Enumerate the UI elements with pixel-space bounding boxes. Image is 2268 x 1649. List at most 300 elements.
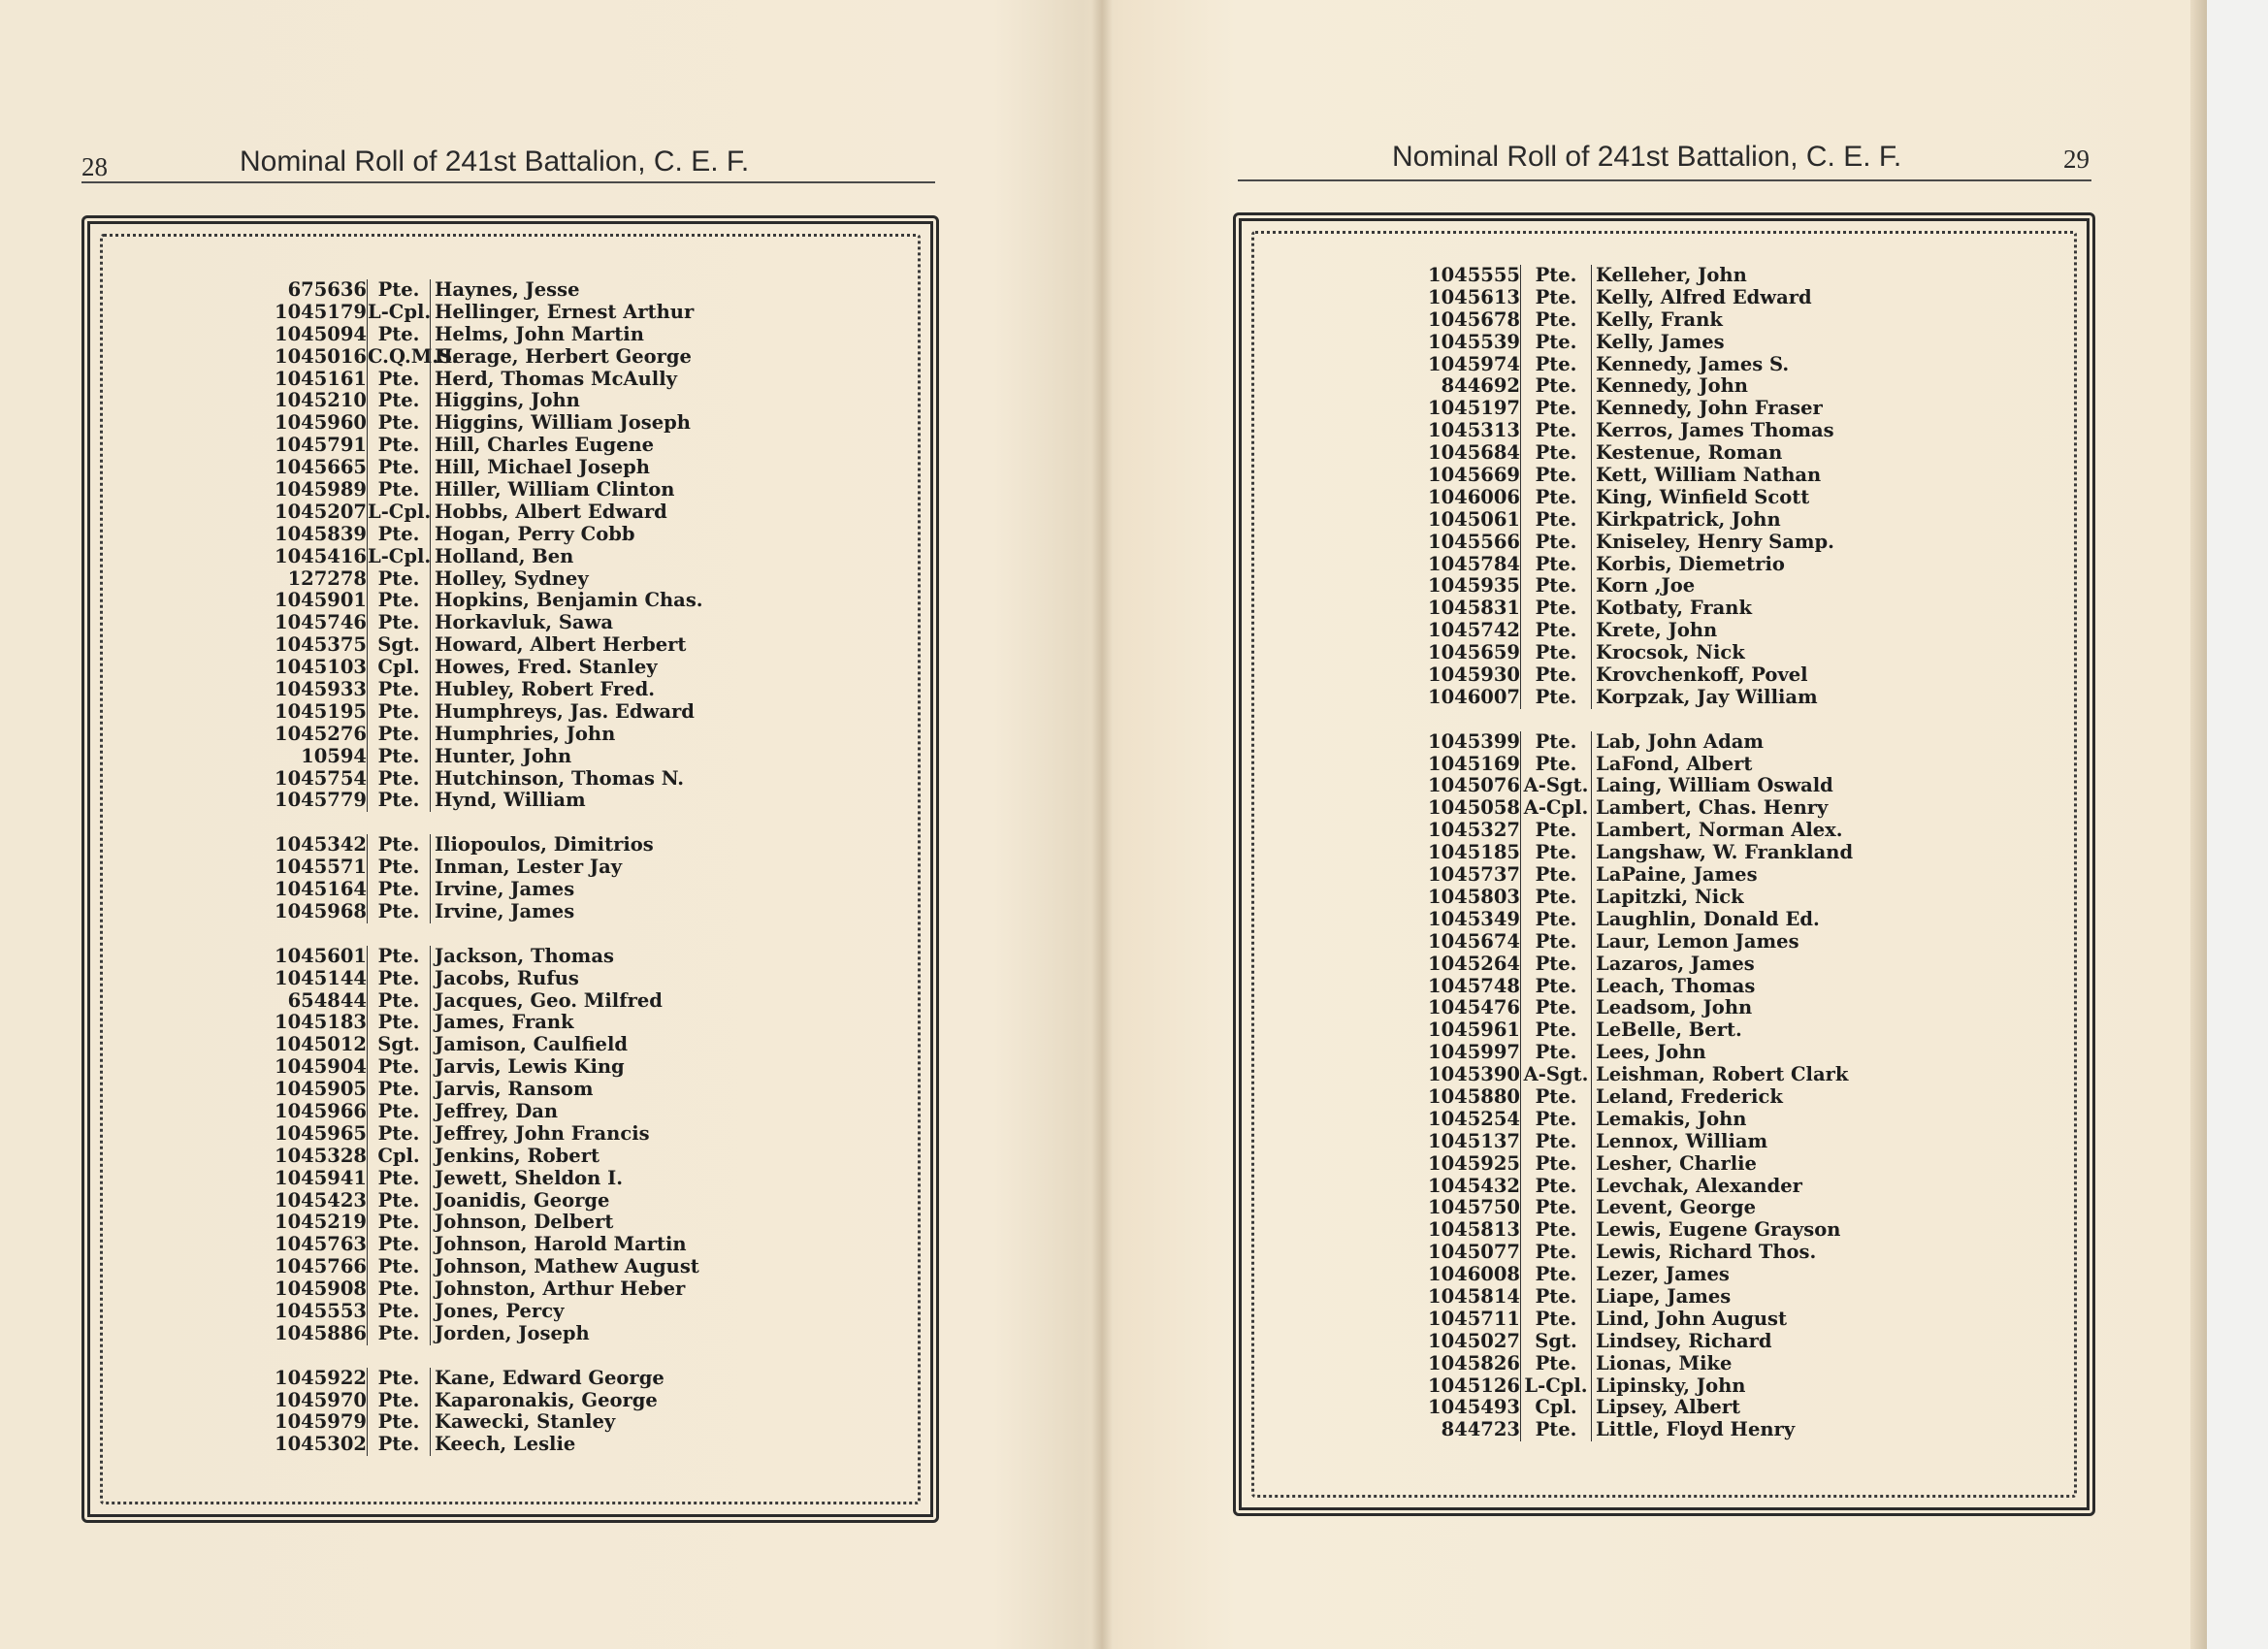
regimental-number: 1045126 — [1428, 1374, 1520, 1397]
rank: Pte. — [1520, 909, 1591, 931]
rank: L-Cpl. — [368, 544, 432, 567]
roll-entry — [1315, 1219, 1853, 1242]
rank: Pte. — [1520, 1264, 1591, 1286]
soldier-name: Lezer, James — [1591, 1264, 1730, 1286]
regimental-number: 1045183 — [275, 1011, 367, 1034]
regimental-number: 1045813 — [1428, 1218, 1520, 1242]
regimental-number: 844692 — [1441, 374, 1520, 398]
rank: Pte. — [1520, 487, 1591, 509]
soldier-name: James, Frank — [430, 1012, 574, 1034]
roll-entry — [1315, 420, 1853, 442]
soldier-name: Krete, John — [1591, 620, 1717, 642]
regimental-number: 1045077 — [1428, 1241, 1520, 1264]
roll-entry — [1315, 532, 1853, 554]
roll-entry — [1315, 797, 1853, 820]
regimental-number: 675636 — [287, 278, 367, 301]
roll-entry — [173, 1234, 703, 1256]
rank: Pte. — [367, 1301, 430, 1323]
rank: Pte. — [1520, 687, 1591, 709]
soldier-name: Lewis, Eugene Grayson — [1591, 1219, 1840, 1242]
regimental-number: 1045555 — [1428, 264, 1520, 286]
regimental-number: 1045571 — [275, 856, 367, 879]
regimental-number: 1045930 — [1428, 663, 1520, 687]
regimental-number: 1045831 — [1428, 597, 1520, 620]
soldier-name: Howard, Albert Herbert — [430, 634, 686, 657]
rank: Pte. — [1520, 1242, 1591, 1264]
regimental-number: 1045941 — [275, 1166, 367, 1189]
rank: Pte. — [367, 746, 430, 768]
soldier-name: Lewis, Richard Thos. — [1591, 1242, 1816, 1264]
regimental-number: 1045814 — [1428, 1284, 1520, 1308]
soldier-name: Higgins, William Joseph — [430, 412, 691, 435]
roll-entry — [173, 1411, 703, 1434]
soldier-name: Hill, Charles Eugene — [430, 435, 654, 457]
background-surface — [2207, 0, 2268, 1649]
roll-entry — [173, 1101, 703, 1123]
regimental-number: 1045880 — [1428, 1084, 1520, 1108]
rank: Pte. — [367, 1434, 430, 1456]
rank: Pte. — [1520, 532, 1591, 554]
book-gutter — [1091, 0, 1113, 1649]
rank: Pte. — [367, 1056, 430, 1079]
rank: Cpl. — [1520, 1397, 1591, 1419]
rank: Cpl. — [367, 657, 430, 679]
soldier-name: Howes, Fred. Stanley — [430, 657, 658, 679]
rank: Pte. — [367, 834, 430, 857]
roll-entry — [173, 679, 703, 701]
rank: Pte. — [1520, 954, 1591, 976]
roll-entry — [1315, 620, 1853, 642]
rank: Pte. — [367, 524, 430, 546]
rank: Pte. — [367, 1368, 430, 1390]
rank: Pte. — [1520, 1109, 1591, 1131]
soldier-name: LaFond, Albert — [1591, 754, 1752, 776]
rank: Pte. — [367, 1278, 430, 1301]
roll-entry — [1315, 1397, 1853, 1419]
regimental-number: 1045961 — [1428, 1018, 1520, 1042]
soldier-name: Herage, Herbert George — [430, 346, 692, 369]
soldier-name: Irvine, James — [430, 879, 574, 901]
roll-entry — [173, 657, 703, 679]
roll-entry — [1315, 1131, 1853, 1153]
rank: Pte. — [1520, 642, 1591, 664]
roll-entry — [1315, 997, 1853, 1019]
regimental-number: 1045925 — [1428, 1151, 1520, 1175]
rank: Pte. — [367, 1190, 430, 1212]
regimental-number: 1046008 — [1428, 1263, 1520, 1286]
regimental-number: 844723 — [1441, 1418, 1520, 1441]
soldier-name: Helms, John Martin — [430, 324, 644, 346]
regimental-number: 1045904 — [275, 1055, 367, 1079]
roll-entry — [1315, 864, 1853, 887]
rank: Pte. — [1520, 332, 1591, 354]
roll-entry — [1315, 1331, 1853, 1353]
rank: Pte. — [367, 369, 430, 391]
soldier-name: Johnson, Harold Martin — [430, 1234, 687, 1256]
regimental-number: 1046007 — [1428, 685, 1520, 708]
regimental-number: 1045539 — [1428, 330, 1520, 353]
rank: Pte. — [1520, 442, 1591, 465]
soldier-name: Humphries, John — [430, 724, 615, 746]
soldier-name: Laughlin, Donald Ed. — [1591, 909, 1820, 931]
soldier-name: Hellinger, Ernest Arthur — [430, 302, 694, 324]
rank: Pte. — [367, 390, 430, 412]
roll-entry — [173, 457, 703, 479]
rank: Pte. — [367, 1168, 430, 1190]
roll-entry — [173, 901, 703, 923]
rank: Pte. — [1520, 265, 1591, 287]
rank: Pte. — [367, 324, 430, 346]
roll-entry — [173, 1301, 703, 1323]
soldier-name: Laur, Lemon James — [1591, 931, 1799, 954]
regimental-number: 1045061 — [1428, 507, 1520, 531]
soldier-name: Krovchenkoff, Povel — [1591, 664, 1808, 687]
rank: Pte. — [1520, 287, 1591, 309]
rank: Pte. — [367, 901, 430, 923]
soldier-name: Keech, Leslie — [430, 1434, 575, 1456]
rank: Sgt. — [1520, 1331, 1591, 1353]
rank: Pte. — [1520, 887, 1591, 909]
regimental-number: 1045161 — [275, 367, 367, 390]
rank: Pte. — [367, 279, 430, 302]
rank: Pte. — [1520, 1086, 1591, 1109]
rank: Pte. — [367, 990, 430, 1013]
roll-entry — [1315, 1264, 1853, 1286]
soldier-name: Lionas, Mike — [1591, 1353, 1732, 1375]
regimental-number: 1045137 — [1428, 1129, 1520, 1152]
regimental-number: 1045012 — [275, 1033, 367, 1056]
soldier-name: Lipinsky, John — [1591, 1375, 1745, 1398]
soldier-name: Haynes, Jesse — [430, 279, 580, 302]
roll-entry — [1315, 1153, 1853, 1176]
regimental-number: 1045103 — [275, 656, 367, 679]
rank: A-Sgt. — [1520, 1064, 1591, 1086]
rank: Pte. — [367, 479, 430, 501]
rank: Pte. — [1520, 575, 1591, 598]
roll-entry — [1315, 1064, 1853, 1086]
rank: Pte. — [1520, 864, 1591, 887]
roll-entry — [173, 968, 703, 990]
roll-entry — [1315, 642, 1853, 664]
roll-entry — [173, 746, 703, 768]
roll-entry — [1315, 287, 1853, 309]
rank: Pte. — [367, 612, 430, 634]
roll-entry — [173, 1323, 703, 1345]
roll-entry — [173, 768, 703, 791]
rank: Pte. — [367, 1101, 430, 1123]
rank: Pte. — [1520, 1042, 1591, 1064]
roll-entry — [1315, 309, 1853, 332]
roll-entry — [1315, 1286, 1853, 1309]
roll-entry — [1315, 731, 1853, 754]
page-number: 28 — [81, 152, 108, 181]
page-number: 29 — [2063, 145, 2090, 174]
roll-entry — [173, 1256, 703, 1278]
soldier-name: Kawecki, Stanley — [430, 1411, 615, 1434]
soldier-name: Johnson, Mathew August — [430, 1256, 699, 1278]
regimental-number: 1045553 — [275, 1299, 367, 1322]
rank: Sgt. — [367, 1034, 430, 1056]
regimental-number: 1045076 — [1428, 774, 1520, 797]
soldier-name: Kennedy, John — [1591, 375, 1748, 398]
roll-entry — [1315, 575, 1853, 598]
regimental-number: 1045711 — [1428, 1307, 1520, 1330]
soldier-name: Hubley, Robert Fred. — [430, 679, 655, 701]
regimental-number: 1045669 — [1428, 464, 1520, 487]
regimental-number: 1045748 — [1428, 974, 1520, 997]
rank: Pte. — [1520, 620, 1591, 642]
roll-entry — [1315, 887, 1853, 909]
roll-entry — [1315, 1086, 1853, 1109]
soldier-name: Jones, Percy — [430, 1301, 564, 1323]
rank: Pte. — [1520, 1197, 1591, 1219]
soldier-name: Jorden, Joseph — [430, 1323, 590, 1345]
rank: Sgt. — [367, 634, 430, 657]
rank: A-Cpl. — [1520, 797, 1591, 820]
rank: Pte. — [367, 1234, 430, 1256]
rank: Pte. — [1520, 1019, 1591, 1042]
soldier-name: Kane, Edward George — [430, 1368, 664, 1390]
regimental-number: 1045678 — [1428, 307, 1520, 331]
soldier-name: Lambert, Norman Alex. — [1591, 820, 1843, 842]
soldier-name: Johnson, Delbert — [430, 1212, 613, 1234]
rank: Pte. — [367, 1079, 430, 1101]
regimental-number: 1045027 — [1428, 1329, 1520, 1352]
soldier-name: Jewett, Sheldon I. — [430, 1168, 623, 1190]
roll-entry — [173, 412, 703, 435]
soldier-name: Horkavluk, Sawa — [430, 612, 613, 634]
group-spacer — [173, 923, 703, 946]
rank: L-Cpl. — [1520, 1375, 1591, 1398]
soldier-name: Kelly, Alfred Edward — [1591, 287, 1812, 309]
roll-entry — [173, 369, 703, 391]
roll-entry — [173, 346, 703, 369]
rank: Pte. — [1520, 1353, 1591, 1375]
nominal-roll-list — [1315, 265, 1853, 1441]
regimental-number: 1045737 — [1428, 863, 1520, 887]
roll-entry — [1315, 1242, 1853, 1264]
rank: Pte. — [1520, 731, 1591, 754]
soldier-name: Kerros, James Thomas — [1591, 420, 1834, 442]
regimental-number: 1045390 — [1428, 1063, 1520, 1086]
rank: Pte. — [1520, 664, 1591, 687]
roll-entry — [1315, 754, 1853, 776]
soldier-name: Leland, Frederick — [1591, 1086, 1783, 1109]
soldier-name: Holley, Sydney — [430, 568, 589, 591]
regimental-number: 1045960 — [275, 411, 367, 435]
regimental-number: 127278 — [287, 566, 367, 590]
rank: Pte. — [367, 457, 430, 479]
roll-entry — [173, 390, 703, 412]
soldier-name: Kaparonakis, George — [430, 1390, 658, 1412]
roll-entry — [1315, 1019, 1853, 1042]
regimental-number: 1045791 — [275, 434, 367, 457]
roll-entry — [1315, 954, 1853, 976]
soldier-name: Korbis, Diemetrio — [1591, 554, 1785, 576]
regimental-number: 1045754 — [275, 766, 367, 790]
group-spacer — [1315, 709, 1853, 731]
roll-entry — [173, 990, 703, 1013]
page-edge — [2190, 0, 2207, 1649]
regimental-number: 1045997 — [1428, 1041, 1520, 1064]
regimental-number: 1045803 — [1428, 885, 1520, 908]
regimental-number: 1045432 — [1428, 1174, 1520, 1197]
soldier-name: Johnston, Arthur Heber — [430, 1278, 685, 1301]
roll-entry — [173, 1056, 703, 1079]
soldier-name: Jacobs, Rufus — [430, 968, 579, 990]
roll-entry — [1315, 931, 1853, 954]
rank: Pte. — [367, 946, 430, 968]
rank: Pte. — [367, 1411, 430, 1434]
soldier-name: Hill, Michael Joseph — [430, 457, 650, 479]
roll-entry — [1315, 509, 1853, 532]
regimental-number: 1045886 — [275, 1321, 367, 1344]
regimental-number: 1045742 — [1428, 619, 1520, 642]
roll-entry — [1315, 687, 1853, 709]
roll-entry — [1315, 1353, 1853, 1375]
roll-entry — [173, 1168, 703, 1190]
regimental-number: 1045901 — [275, 589, 367, 612]
regimental-number: 1045566 — [1428, 530, 1520, 553]
soldier-name: Lesher, Charlie — [1591, 1153, 1757, 1176]
rank: Pte. — [1520, 598, 1591, 620]
roll-entry — [1315, 1042, 1853, 1064]
soldier-name: Lindsey, Richard — [1591, 1331, 1772, 1353]
roll-entry — [173, 590, 703, 612]
regimental-number: 1045210 — [275, 389, 367, 412]
regimental-number: 1045493 — [1428, 1396, 1520, 1419]
roll-entry — [1315, 354, 1853, 376]
regimental-number: 1045766 — [275, 1255, 367, 1278]
roll-entry — [1315, 398, 1853, 420]
rank: Pte. — [1520, 1153, 1591, 1176]
regimental-number: 1045219 — [275, 1211, 367, 1234]
soldier-name: Levent, George — [1591, 1197, 1756, 1219]
soldier-name: Kett, William Nathan — [1591, 465, 1821, 487]
rank: Pte. — [1520, 354, 1591, 376]
regimental-number: 1045933 — [275, 678, 367, 701]
roll-entry — [173, 1079, 703, 1101]
regimental-number: 1045601 — [275, 944, 367, 967]
roll-entry — [1315, 554, 1853, 576]
group-spacer — [173, 1345, 703, 1368]
soldier-name: Joanidis, George — [430, 1190, 609, 1212]
regimental-number: 1045207 — [275, 500, 367, 523]
soldier-name: Langshaw, W. Frankland — [1591, 842, 1853, 864]
roll-entry — [1315, 1375, 1853, 1398]
soldier-name: Humphreys, Jas. Edward — [430, 701, 695, 724]
rank: L-Cpl. — [368, 500, 432, 523]
soldier-name: Kelly, Frank — [1591, 309, 1723, 332]
rank: Cpl. — [367, 1146, 430, 1168]
roll-entry — [173, 1212, 703, 1234]
rank: Pte. — [367, 412, 430, 435]
regimental-number: 1045423 — [275, 1188, 367, 1212]
soldier-name: Jarvis, Lewis King — [430, 1056, 625, 1079]
roll-entry — [1315, 442, 1853, 465]
soldier-name: Lipsey, Albert — [1591, 1397, 1740, 1419]
regimental-number: 1045905 — [275, 1078, 367, 1101]
soldier-name: Lapitzki, Nick — [1591, 887, 1744, 909]
roll-entry — [173, 1146, 703, 1168]
soldier-name: Lemakis, John — [1591, 1109, 1746, 1131]
regimental-number: 1045974 — [1428, 352, 1520, 375]
soldier-name: Lees, John — [1591, 1042, 1706, 1064]
soldier-name: LaPaine, James — [1591, 864, 1758, 887]
regimental-number: 1045169 — [1428, 752, 1520, 775]
regimental-number: 1045254 — [1428, 1107, 1520, 1130]
soldier-name: Liape, James — [1591, 1286, 1731, 1309]
roll-entry — [173, 1368, 703, 1390]
soldier-name: Jeffrey, Dan — [430, 1101, 558, 1123]
soldier-name: Hynd, William — [430, 790, 586, 812]
regimental-number: 1045276 — [275, 722, 367, 745]
soldier-name: Hobbs, Albert Edward — [430, 501, 667, 524]
rank: Pte. — [1520, 820, 1591, 842]
regimental-number: 1045328 — [275, 1144, 367, 1167]
regimental-number: 10594 — [301, 744, 367, 767]
regimental-number: 1045659 — [1428, 641, 1520, 664]
regimental-number: 1045164 — [275, 878, 367, 901]
roll-entry — [173, 435, 703, 457]
roll-entry — [1315, 842, 1853, 864]
soldier-name: Hiller, William Clinton — [430, 479, 674, 501]
rank: Pte. — [1520, 1219, 1591, 1242]
soldier-name: Kennedy, James S. — [1591, 354, 1789, 376]
roll-entry — [173, 612, 703, 634]
regimental-number: 1045327 — [1428, 819, 1520, 842]
soldier-name: Jenkins, Robert — [430, 1146, 599, 1168]
roll-entry — [173, 1190, 703, 1212]
soldier-name: Jamison, Caulfield — [430, 1034, 628, 1056]
roll-entry — [1315, 375, 1853, 398]
soldier-name: Herd, Thomas McAully — [430, 369, 677, 391]
soldier-name: Leach, Thomas — [1591, 976, 1755, 998]
regimental-number: 1045979 — [275, 1410, 367, 1434]
running-head: Nominal Roll of 241st Battalion, C. E. F. — [240, 146, 750, 178]
roll-entry — [1315, 1176, 1853, 1198]
rank: Pte. — [367, 968, 430, 990]
rank: Pte. — [1520, 754, 1591, 776]
soldier-name: Leadsom, John — [1591, 997, 1752, 1019]
regimental-number: 1045970 — [275, 1388, 367, 1411]
soldier-name: Kotbaty, Frank — [1591, 598, 1752, 620]
rank: Pte. — [367, 768, 430, 791]
rank: Pte. — [367, 857, 430, 879]
regimental-number: 1045922 — [275, 1366, 367, 1389]
roll-entry — [173, 1390, 703, 1412]
regimental-number: 1045763 — [275, 1233, 367, 1256]
roll-entry — [1315, 465, 1853, 487]
rank: Pte. — [1520, 1309, 1591, 1331]
soldier-name: Holland, Ben — [430, 546, 573, 568]
soldier-name: Laing, William Oswald — [1591, 775, 1833, 797]
regimental-number: 1045750 — [1428, 1196, 1520, 1219]
roll-entry — [173, 1034, 703, 1056]
soldier-name: Hutchinson, Thomas N. — [430, 768, 684, 791]
soldier-name: Inman, Lester Jay — [430, 857, 622, 879]
rank: Pte. — [1520, 554, 1591, 576]
soldier-name: Little, Floyd Henry — [1591, 1419, 1795, 1441]
roll-entry — [173, 879, 703, 901]
rank: A-Sgt. — [1520, 775, 1591, 797]
soldier-name: Kelly, James — [1591, 332, 1725, 354]
roll-entry — [173, 1012, 703, 1034]
soldier-name: Jarvis, Ransom — [430, 1079, 594, 1101]
rank: Pte. — [1520, 309, 1591, 332]
regimental-number: 1045375 — [275, 633, 367, 657]
regimental-number: 1045342 — [275, 833, 367, 857]
